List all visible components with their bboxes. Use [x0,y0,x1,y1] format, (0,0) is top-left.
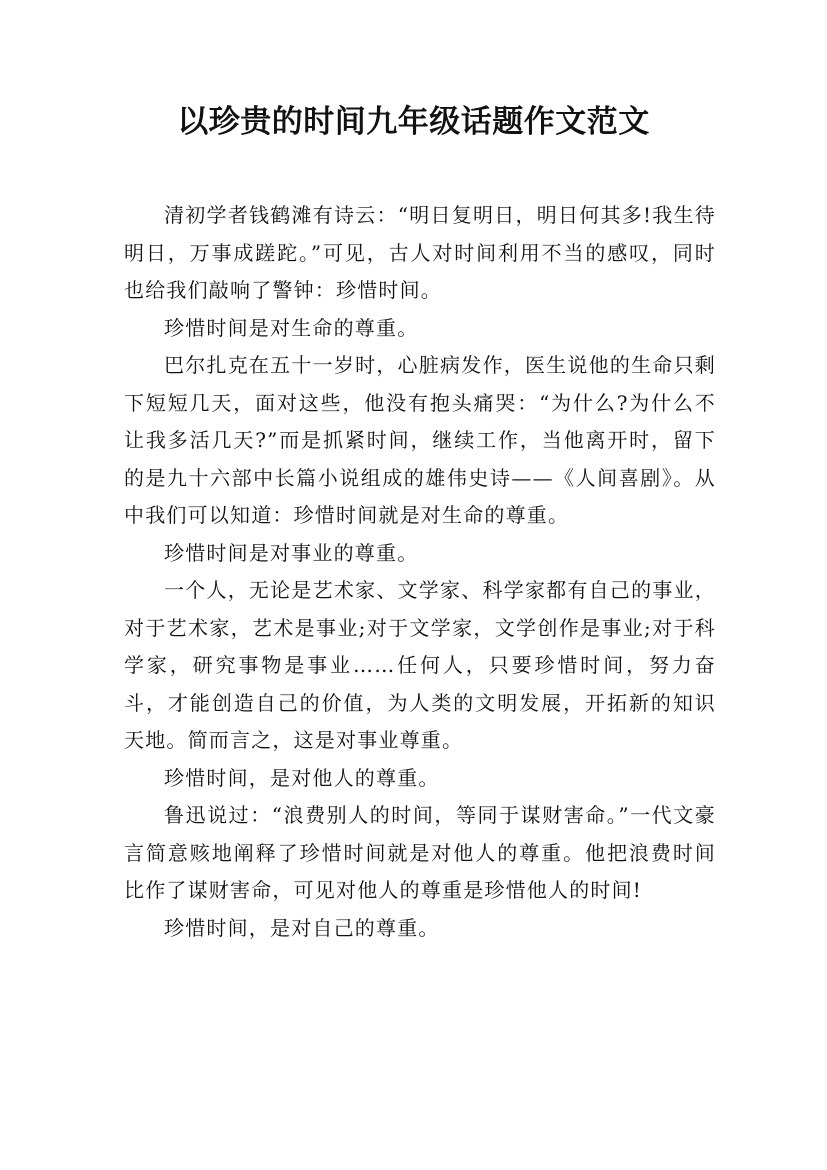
paragraph-heading-self: 珍惜时间，是对自己的尊重。 [164,915,440,940]
paragraph-heading-others: 珍惜时间，是对他人的尊重。 [164,765,440,790]
paragraph-balzac: 巴尔扎克在五十一岁时，心脏病发作，医生说他的生命只剩下短短几天，面对这些，他没有抱头痛哭：“为什么?为什么不让我多活几天?”而是抓紧时间，继续工作，当他离开时，留下的是九十六部中长篇小说组成的雄伟史诗——《人间喜剧》。从中我们可以知道：珍惜时间就是对生命的尊重。 [124,353,716,527]
paragraph-heading-career: 珍惜时间是对事业的尊重。 [164,540,419,565]
paragraph-career: 一个人，无论是艺术家、文学家、科学家都有自己的事业，对于艺术家，艺术是事业;对于文学家，文学创作是事业;对于科学家，研究事物是事业……任何人，只要珍惜时间，努力奋斗，才能创造自己的价值，为人类的文明发展，开拓新的知识天地。简而言之，这是对事业尊重。 [124,578,716,752]
paragraph-heading-life: 珍惜时间是对生命的尊重。 [164,315,419,340]
paragraph-luxun: 鲁迅说过：“浪费别人的时间，等同于谋财害命。”一代文豪言简意赅地阐释了珍惜时间就是对他人的尊重。他把浪费时间比作了谋财害命，可见对他人的尊重是珍惜他人的时间! [124,803,716,902]
document-body [124,197,716,947]
paragraph-intro: 清初学者钱鹤滩有诗云：“明日复明日，明日何其多!我生待明日，万事成蹉跎。”可见，古人对时间利用不当的感叹，同时也给我们敲响了警钟：珍惜时间。 [124,203,716,302]
document-title: 以珍贵的时间九年级话题作文范文 [177,104,650,140]
